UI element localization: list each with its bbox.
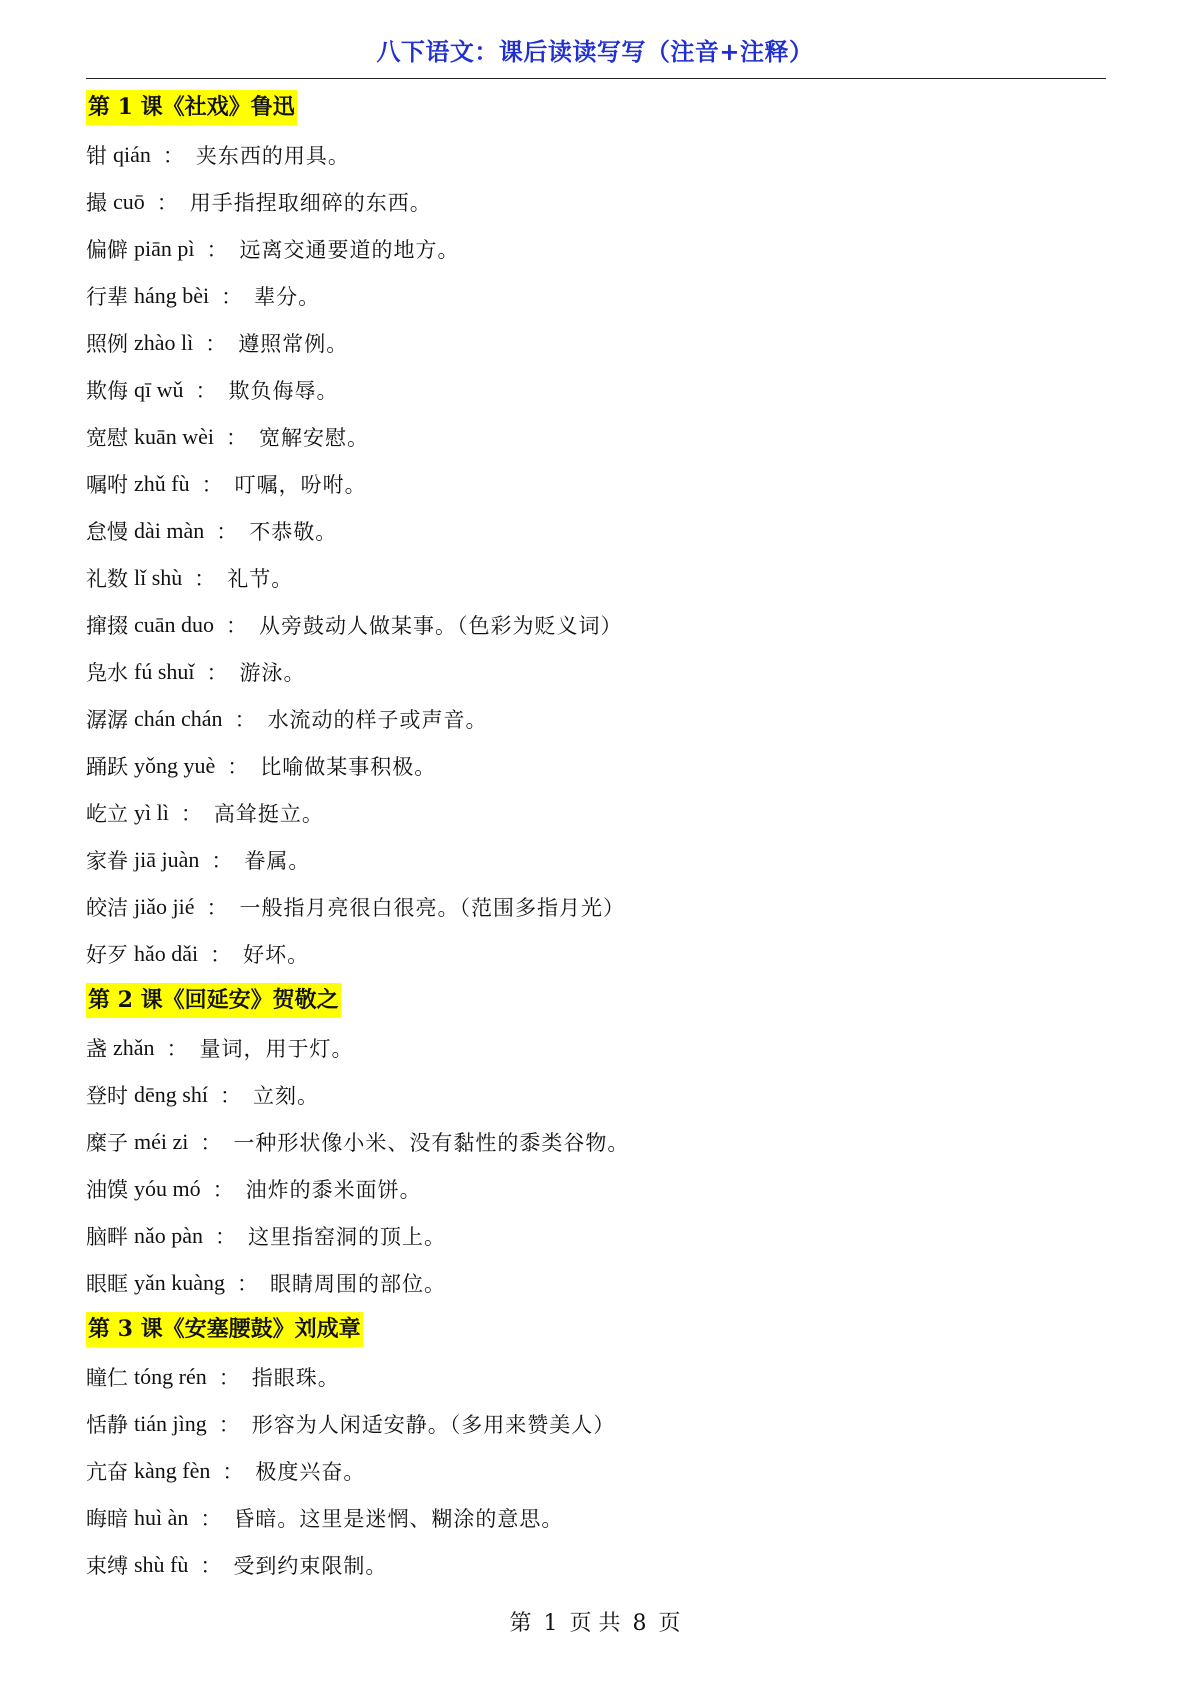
vocab-pinyin: piān pì — [134, 235, 195, 261]
vocab-pinyin: méi zi — [134, 1128, 189, 1154]
vocab-word: 晦暗 — [86, 1506, 128, 1531]
vocab-definition: 从旁鼓动人做某事。（色彩为贬义词） — [259, 613, 623, 638]
vocab-entry — [86, 789, 1106, 836]
vocab-entry — [86, 1165, 1106, 1212]
vocab-word: 登时 — [86, 1083, 128, 1108]
vocab-word: 偏僻 — [86, 237, 128, 262]
vocab-pinyin: dēng shí — [134, 1081, 208, 1107]
vocab-entry — [86, 1118, 1106, 1165]
vocab-definition: 受到约束限制。 — [233, 1553, 388, 1578]
vocab-pinyin: shù fù — [134, 1551, 189, 1577]
vocab-definition: 用手指捏取细碎的东西。 — [189, 190, 432, 215]
vocab-separator: ： — [200, 1130, 222, 1155]
vocab-definition: 礼节。 — [227, 566, 294, 591]
vocab-separator: ： — [211, 848, 233, 873]
vocab-entry — [86, 742, 1106, 789]
vocab-definition: 眷属。 — [244, 848, 311, 873]
vocab-word: 踊跃 — [86, 754, 128, 779]
vocab-separator: ： — [221, 284, 243, 309]
vocab-pinyin: zhào lì — [134, 329, 194, 355]
vocab-pinyin: jiā juàn — [134, 846, 200, 872]
vocab-separator: ： — [219, 1083, 241, 1108]
vocab-separator: ： — [156, 190, 178, 215]
vocab-definition: 辈分。 — [254, 284, 321, 309]
vocab-entry — [86, 272, 1106, 319]
vocab-word: 眼眶 — [86, 1271, 128, 1296]
vocab-definition: 油炸的黍米面饼。 — [245, 1177, 422, 1202]
vocab-pinyin: zhǎn — [113, 1034, 155, 1060]
vocab-definition: 眼睛周围的部位。 — [270, 1271, 447, 1296]
vocab-entry — [86, 1400, 1106, 1447]
vocab-separator: ： — [234, 707, 256, 732]
vocab-pinyin: yǎn kuàng — [134, 1269, 226, 1295]
vocab-pinyin: cuō — [113, 188, 145, 214]
vocab-pinyin: hǎo dǎi — [134, 940, 199, 966]
vocab-definition: 水流动的样子或声音。 — [267, 707, 488, 732]
vocab-entry — [86, 319, 1106, 366]
vocab-entry — [86, 366, 1106, 413]
footer-middle: 页 共 — [569, 1611, 621, 1636]
vocab-word: 宽慰 — [86, 425, 128, 450]
document-body — [86, 84, 1106, 1588]
vocab-entry — [86, 554, 1106, 601]
vocab-pinyin: lǐ shù — [134, 564, 183, 590]
vocab-entry — [86, 1071, 1106, 1118]
vocab-word: 亢奋 — [86, 1459, 128, 1484]
vocab-entry — [86, 1259, 1106, 1306]
vocab-separator: ： — [180, 801, 202, 826]
vocab-word: 屹立 — [86, 801, 128, 826]
vocab-entry — [86, 413, 1106, 460]
vocab-entry — [86, 1353, 1106, 1400]
header-divider — [86, 78, 1106, 79]
vocab-pinyin: nǎo pàn — [134, 1222, 204, 1248]
vocab-entry — [86, 1024, 1106, 1071]
vocab-word: 潺潺 — [86, 707, 128, 732]
vocab-separator: ： — [226, 613, 248, 638]
vocab-separator: ： — [215, 1224, 237, 1249]
vocab-pinyin: yóu mó — [134, 1175, 201, 1201]
page-footer — [0, 1606, 1190, 1637]
vocab-separator: ： — [201, 472, 223, 497]
vocab-entry — [86, 601, 1106, 648]
vocab-separator: ： — [205, 331, 227, 356]
vocab-definition: 叮嘱，吩咐。 — [234, 472, 367, 497]
vocab-separator: ： — [206, 237, 228, 262]
vocab-definition: 不恭敬。 — [249, 519, 338, 544]
vocab-separator: ： — [218, 1412, 240, 1437]
footer-suffix: 页 — [658, 1611, 681, 1636]
vocab-definition: 昏暗。这里是迷惘、糊涂的意思。 — [233, 1506, 564, 1531]
vocab-pinyin: yǒng yuè — [134, 752, 216, 778]
lesson-heading-text: 第 2 课《回延安》贺敬之 — [86, 983, 341, 1017]
vocab-definition: 夹东西的用具。 — [195, 143, 350, 168]
vocab-definition: 高耸挺立。 — [213, 801, 324, 826]
vocab-entry — [86, 225, 1106, 272]
vocab-pinyin: huì àn — [134, 1504, 189, 1530]
vocab-pinyin: qián — [113, 141, 151, 167]
vocab-definition: 宽解安慰。 — [259, 425, 370, 450]
vocab-separator: ： — [212, 1177, 234, 1202]
vocab-word: 恬静 — [86, 1412, 128, 1437]
vocab-separator: ： — [237, 1271, 259, 1296]
vocab-word: 怠慢 — [86, 519, 128, 544]
vocab-definition: 遵照常例。 — [238, 331, 349, 356]
vocab-definition: 欺负侮辱。 — [228, 378, 339, 403]
vocab-definition: 远离交通要道的地方。 — [239, 237, 460, 262]
vocab-pinyin: yì lì — [134, 799, 169, 825]
vocab-word: 凫水 — [86, 660, 128, 685]
vocab-word: 好歹 — [86, 942, 128, 967]
vocab-definition: 一般指月亮很白很亮。（范围多指月光） — [239, 895, 625, 920]
footer-page-number: 1 — [543, 1611, 558, 1636]
vocab-entry — [86, 883, 1106, 930]
vocab-word: 脑畔 — [86, 1224, 128, 1249]
vocab-definition: 极度兴奋。 — [255, 1459, 366, 1484]
vocab-definition: 一种形状像小米、没有黏性的黍类谷物。 — [233, 1130, 630, 1155]
vocab-word: 礼数 — [86, 566, 128, 591]
vocab-separator: ： — [194, 566, 216, 591]
vocab-word: 皎洁 — [86, 895, 128, 920]
lesson-heading — [86, 84, 1106, 131]
vocab-entry — [86, 1212, 1106, 1259]
vocab-definition: 指眼珠。 — [251, 1365, 340, 1390]
vocab-entry — [86, 695, 1106, 742]
vocab-pinyin: jiǎo jié — [134, 893, 195, 919]
vocab-pinyin: tóng rén — [134, 1363, 207, 1389]
vocab-pinyin: tián jìng — [134, 1410, 207, 1436]
vocab-definition: 这里指窑洞的顶上。 — [248, 1224, 447, 1249]
vocab-entry — [86, 131, 1106, 178]
lesson-heading-text: 第 1 课《社戏》鲁迅 — [86, 90, 297, 124]
vocab-entry — [86, 1447, 1106, 1494]
vocab-separator: ： — [222, 1459, 244, 1484]
page-title: 八下语文：课后读读写写（注音+注释） — [376, 38, 814, 66]
vocab-definition: 好坏。 — [243, 942, 310, 967]
vocab-definition: 形容为人闲适安静。（多用来赞美人） — [251, 1412, 616, 1437]
footer-prefix: 第 — [509, 1611, 532, 1636]
vocab-pinyin: háng bèi — [134, 282, 210, 308]
vocab-entry — [86, 178, 1106, 225]
vocab-separator: ： — [218, 1365, 240, 1390]
vocab-word: 嘱咐 — [86, 472, 128, 497]
vocab-word: 油馍 — [86, 1177, 128, 1202]
vocab-separator: ： — [226, 425, 248, 450]
vocab-separator: ： — [200, 1506, 222, 1531]
vocab-entry — [86, 1541, 1106, 1588]
vocab-entry — [86, 507, 1106, 554]
vocab-entry — [86, 648, 1106, 695]
vocab-separator: ： — [162, 143, 184, 168]
footer-total-pages: 8 — [632, 1611, 647, 1636]
vocab-separator: ： — [216, 519, 238, 544]
vocab-pinyin: cuān duo — [134, 611, 215, 637]
vocab-entry — [86, 1494, 1106, 1541]
vocab-word: 欺侮 — [86, 378, 128, 403]
vocab-separator: ： — [166, 1036, 188, 1061]
vocab-definition: 游泳。 — [239, 660, 306, 685]
vocab-pinyin: qī wǔ — [134, 376, 184, 402]
lesson-heading-text: 第 3 课《安塞腰鼓》刘成章 — [86, 1312, 363, 1346]
vocab-entry — [86, 460, 1106, 507]
vocab-pinyin: kàng fèn — [134, 1457, 211, 1483]
vocab-word: 行辈 — [86, 284, 128, 309]
vocab-pinyin: fú shuǐ — [134, 658, 195, 684]
vocab-word: 盏 — [86, 1036, 107, 1061]
vocab-word: 家眷 — [86, 848, 128, 873]
vocab-word: 束缚 — [86, 1553, 128, 1578]
vocab-pinyin: chán chán — [134, 705, 223, 731]
vocab-separator: ： — [195, 378, 217, 403]
vocab-pinyin: kuān wèi — [134, 423, 215, 449]
vocab-separator: ： — [206, 895, 228, 920]
vocab-entry — [86, 930, 1106, 977]
vocab-separator: ： — [200, 1553, 222, 1578]
vocab-pinyin: zhǔ fù — [134, 470, 190, 496]
vocab-definition: 量词，用于灯。 — [199, 1036, 354, 1061]
vocab-word: 瞳仁 — [86, 1365, 128, 1390]
vocab-word: 撮 — [86, 190, 107, 215]
vocab-word: 糜子 — [86, 1130, 128, 1155]
lesson-heading — [86, 1306, 1106, 1353]
vocab-word: 撺掇 — [86, 613, 128, 638]
vocab-separator: ： — [210, 942, 232, 967]
vocab-definition: 立刻。 — [252, 1083, 319, 1108]
vocab-separator: ： — [206, 660, 228, 685]
lesson-heading — [86, 977, 1106, 1024]
vocab-word: 钳 — [86, 143, 107, 168]
vocab-entry — [86, 836, 1106, 883]
vocab-definition: 比喻做某事积极。 — [260, 754, 437, 779]
vocab-separator: ： — [227, 754, 249, 779]
vocab-pinyin: dài màn — [134, 517, 205, 543]
vocab-word: 照例 — [86, 331, 128, 356]
